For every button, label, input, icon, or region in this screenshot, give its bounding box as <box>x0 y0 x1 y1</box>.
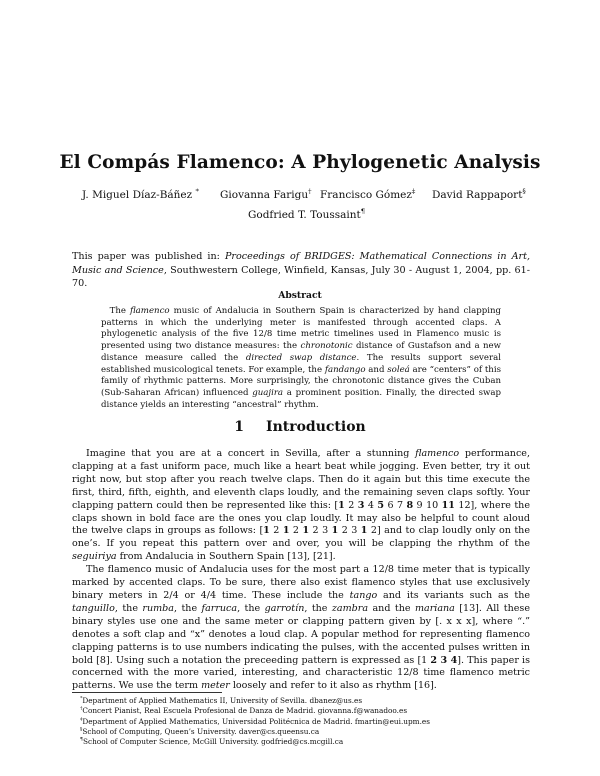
author-footnote-mark: ¶ <box>360 207 366 216</box>
abstract-heading: Abstract <box>278 290 322 301</box>
section-number: 1 <box>234 419 245 435</box>
author-footnote-mark: † <box>308 187 312 196</box>
note-venue: Proceedings of BRIDGES: Mathematical Connections in Art, Music and Science <box>72 251 531 276</box>
paragraph: The flamenco music of Andalucia uses for the most part a 12/8 time meter that is typically marked by accented claps. To be sure, there also exist flamenco styles that use exclusively binary meters in 2/4 or 4/4 time. These include the tango and its variants such as the tanguillo, the rumba, the farruca, the garrotín, the zambra and the mariana [13]. All these binary styles use one and the same meter or clapping pattern given by [. x x x], where “.” denotes a soft clap and “x” denotes a loud clap. A popular method for representing flamenco clapping patterns is to use numbers indicating the pulses, with the accented pulses written in bold [8]. Using such a notation the preceeding pattern is expressed as [1 2 3 4]. This paper is concerned with the more varied, interesting, and characteristic 12/8 time flamenco metric patterns. We use the term meter loosely and refer to it also as rhythm [16]. <box>72 564 530 692</box>
author-name: David Rappaport <box>432 189 523 201</box>
abstract-text: The flamenco music of Andalucia in Southern Spain is characterized by hand clapping patterns in which the underlying meter is manifested through accented claps. A phylogenetic analysis of the five 12/8 time metric timelines used in Flamenco music is presented using two distance measures: the chronotonic distance of Gustafson and a new distance measure called the directed swap distance. The results support several established musicological tenets. For example, the fandango and soleá are “centers” of this family of rhythmic patterns. More surprisingly, the chronotonic distance gives the Cuban (Sub-Saharan African) influenced guajira a prominent position. Finally, the directed swap distance yields an interesting “ancestral” rhythm. <box>101 306 502 410</box>
author-toussaint <box>248 209 365 221</box>
section-heading-introduction <box>0 419 600 435</box>
footnote-divider <box>72 692 222 693</box>
footnote: *Department of Applied Mathematics II, University of Sevilla. dbanez@us.es <box>80 696 363 705</box>
author-footnote-mark: * <box>195 187 199 196</box>
author-diaz-banez <box>82 189 199 201</box>
author-rappaport <box>432 189 526 201</box>
footnote: §School of Computing, Queen’s University. daver@cs.queensu.ca <box>80 726 320 736</box>
note-prefix: This paper was published in: <box>72 251 225 262</box>
introduction-body <box>72 448 530 693</box>
paper-title: El Compás Flamenco: A Phylogenetic Analysis <box>59 152 541 173</box>
footnote: ¶School of Computer Science, McGill University. godfried@cs.mcgill.ca <box>80 737 344 747</box>
footnotes <box>80 696 540 747</box>
note-suffix: , Southwestern College, Winfield, Kansas, July 30 - August 1, 2004, pp. 61-70. <box>72 264 531 289</box>
section-title: Introduction <box>266 419 366 435</box>
author-farigu <box>220 189 311 201</box>
paragraph: Imagine that you are at a concert in Sevilla, after a stunning flamenco performance, clapping at a fast uniform pace, much like a heart beat while jogging. Even better, try it out right now, but stop after you reach twelve claps. Then do it again but this time execute the first, third, fifth, eighth, and eleventh claps loudly, and the remaining seven claps softly. Your clapping pattern could then be represented like this: [1 2 3 4 5 6 7 8 9 10 11 12], where the claps shown in bold face are the ones you clap loudly. It may also be helpful to count aloud the twelve claps in groups as follows: [1 2 1 2 1 2 3 1 2 3 1 2] and to clap loudly only on the one’s. If you repeat this pattern over and over, you will be clapping the rhythm of the seguiriya from Andalucia in Southern Spain [13], [21]. <box>72 448 530 563</box>
footnote: ‡Department of Applied Mathematics, Universidad Politécnica de Madrid. fmartin@eui.upm.es <box>80 716 430 726</box>
author-name: J. Miguel Díaz-Báñez <box>82 189 193 201</box>
author-footnote-mark: § <box>522 187 526 196</box>
publication-note <box>72 250 530 291</box>
author-name: Giovanna Farigu <box>220 189 309 201</box>
author-footnote-mark: ‡ <box>411 187 416 196</box>
author-name: Francisco Gómez <box>320 189 412 201</box>
author-gomez <box>320 189 415 201</box>
footnote: †Concert Pianist, Real Escuela Profesional de Danza de Madrid. giovanna.f@wanadoo.es <box>80 706 408 716</box>
author-name: Godfried T. Toussaint <box>248 209 361 221</box>
